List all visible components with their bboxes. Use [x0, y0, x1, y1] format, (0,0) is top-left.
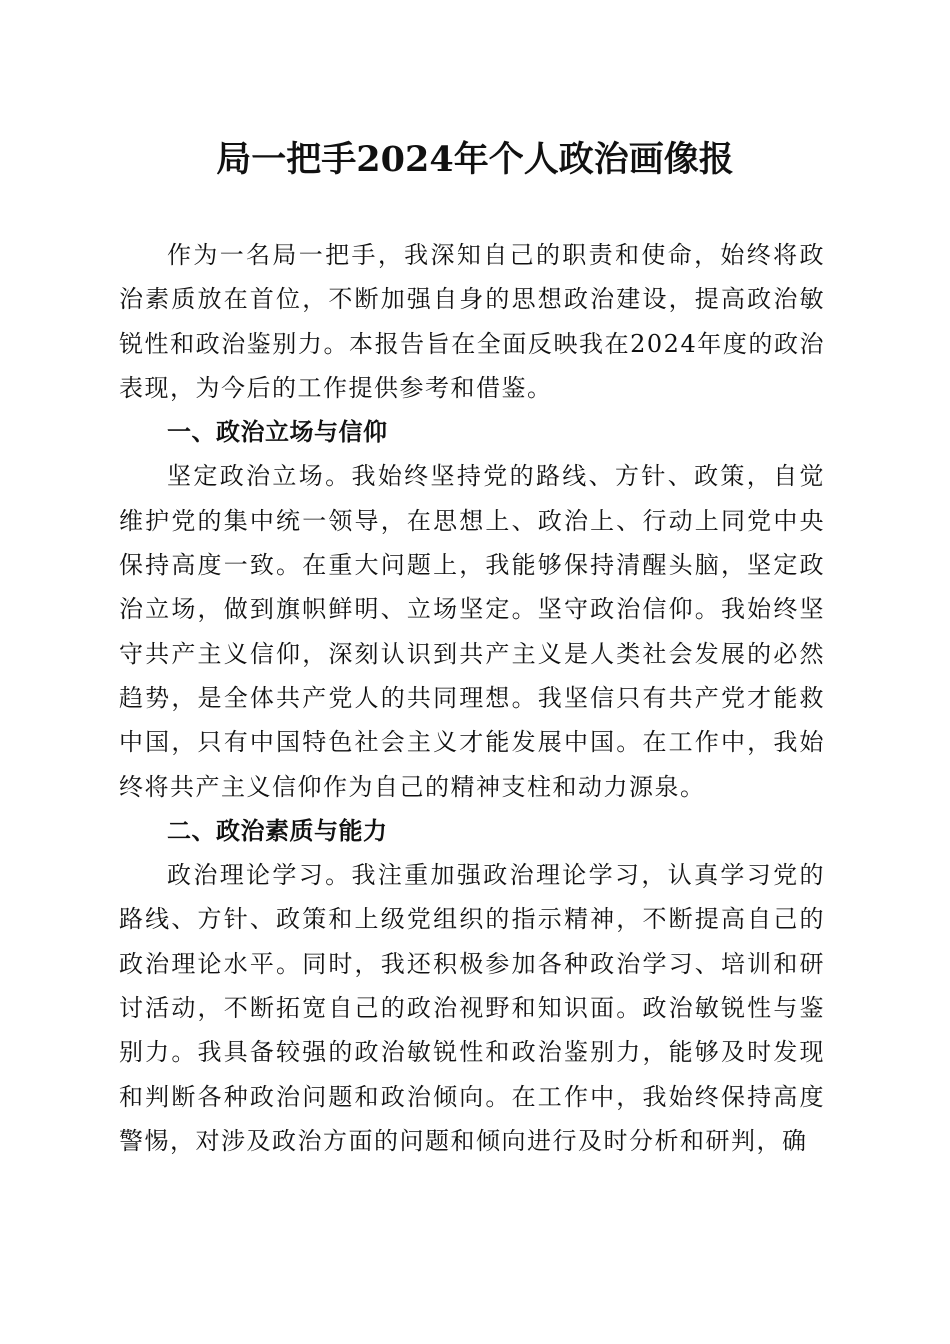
- section-1-paragraph: 坚定政治立场。我始终坚持党的路线、方针、政策，自觉维护党的集中统一领导，在思想上、政治上、行动上同党中央保持高度一致。在重大问题上，我能够保持清醒头脑，坚定政治立场，做到旗帜鲜明、立场坚定。坚守政治信仰。我始终坚守共产主义信仰，深刻认识到共产主义是人类社会发展的必然趋势，是全体共产党人的共同理想。我坚信只有共产党才能救中国，只有中国特色社会主义才能发展中国。在工作中，我始终将共产主义信仰作为自己的精神支柱和动力源泉。: [119, 462, 825, 801]
- intro-paragraph: 作为一名局一把手，我深知自己的职责和使命，始终将政治素质放在首位，不断加强自身的思想政治建设，提高政治敏锐性和政治鉴别力。本报告旨在全面反映我在2024年度的政治表现，为今后的工作提供参考和借鉴。: [119, 241, 825, 402]
- document-body: [119, 233, 825, 1163]
- section-1-heading: 一、政治立场与信仰: [167, 418, 388, 447]
- section-2-heading: 二、政治素质与能力: [167, 816, 388, 845]
- document-title: 局一把手2024年个人政治画像报: [216, 139, 734, 180]
- section-2-paragraph: 政治理论学习。我注重加强政治理论学习，认真学习党的路线、方针、政策和上级党组织的指示精神，不断提高自己的政治理论水平。同时，我还积极参加各种政治学习、培训和研讨活动，不断拓宽自己的政治视野和知识面。政治敏锐性与鉴别力。我具备较强的政治敏锐性和政治鉴别力，能够及时发现和判断各种政治问题和政治倾向。在工作中，我始终保持高度警惕，对涉及政治方面的问题和倾向进行及时分析和研判，确: [119, 861, 825, 1155]
